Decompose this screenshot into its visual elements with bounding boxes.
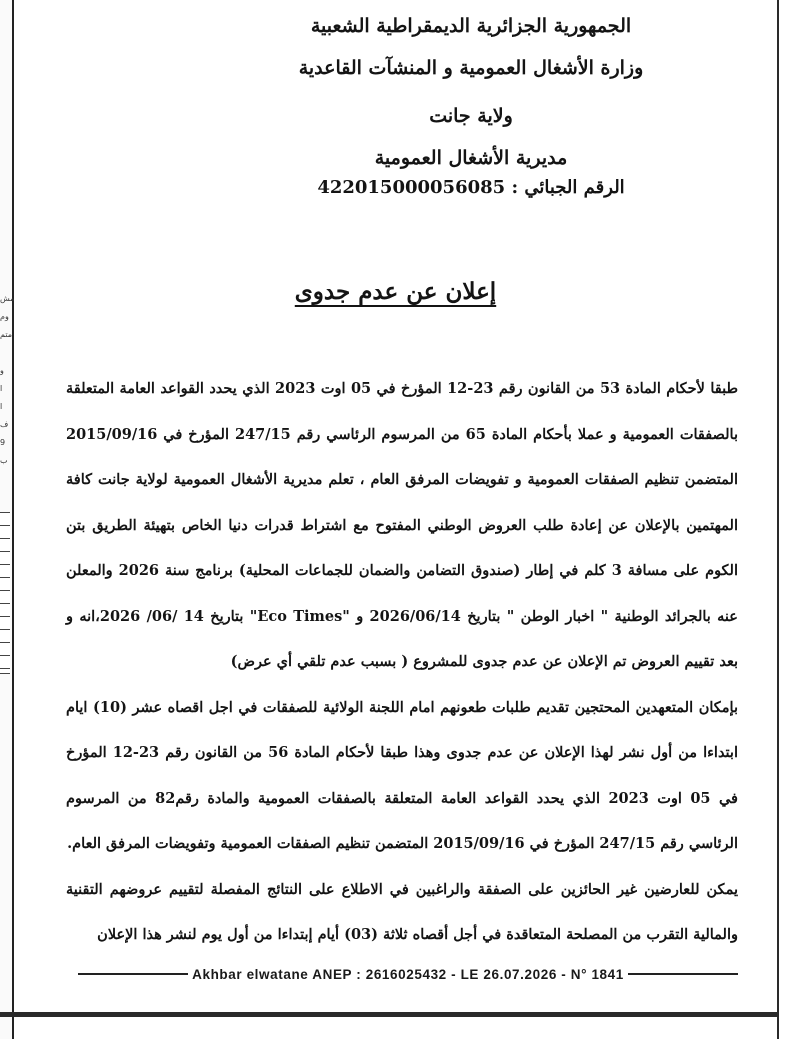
adjacent-column-strip	[0, 0, 14, 1039]
page-edge-rule	[777, 0, 779, 1039]
announcement-header	[191, 12, 751, 202]
paragraph-results-consultation: يمكن للعارضين غير الحائزين على الصفقة والراغبين في الاطلاع على النتائج المفصلة لتقييم عروضهم التقنية والمالية التقرب من المصلحة المتعاقدة في أجل أقصاه ثلاثة (03) أيام إبتداءا من أول يوم لنشر هذا الإعلان	[66, 880, 738, 943]
announcement-title	[0, 278, 791, 305]
publication-footer	[78, 963, 738, 985]
paragraph-appeal-rights: بإمكان المتعهدين المحتجين تقديم طلبات طعونهم امام اللجنة الولائية للصفقات في اجل اقصاه عشر (10) ايام ابتداءا من أول نشر لهذا الإعلان عن عدم جدوى وهذا طبقا لأحكام المادة 56 من القانون رقم 23-12 المؤرخ في 05 اوت 2023 الذي يحدد القواعد العامة المتعلقة بالصفقات العمومية والمادة رقم82 من المرسوم الرئاسي رقم 247/15 المؤرخ في 2015/09/16 المتضمن تنظيم الصفقات العمومية وتفويضات المرفق العام.	[66, 698, 738, 852]
announcement-body	[66, 366, 738, 958]
wilaya-name: ولاية جانت	[429, 105, 513, 127]
republic-name: الجمهورية الجزائرية الديمقراطية الشعبية	[310, 15, 632, 37]
paragraph-infructuous-notice: طبقا لأحكام المادة 53 من القانون رقم 23-12 المؤرخ في 05 اوت 2023 الذي يحدد القواعد العامة المتعلقة بالصفقات العمومية و عملا بأحكام المادة 65 من المرسوم الرئاسي رقم 247/15 المؤرخ في 2015/09/16 المتضمن تنظيم الصفقات العمومية و تفويضات المرفق العام ، تعلم مديرية الأشغال العمومية لولاية جانت كافة المهتمين بالإعلان عن إعادة طلب العروض الوطني المفتوح مع اشتراط قدرات دنيا الخاص بتهيئة الطريق بتن الكوم على مسافة 3 كلم في إطار (صندوق التضامن والضمان للجماعات المحلية) برنامج سنة 2026 والمعلن عنه بالجرائد الوطنية " اخبار الوطن " بتاريخ 2026/06/14 و "Eco Times" بتاريخ 14 /06/ 2026،انه و بعد تقييم العروض تم الإعلان عن عدم جدوى للمشروع ( بسبب عدم تلقي أي عرض)	[66, 380, 739, 670]
announcement-title-text: إعلان عن عدم جدوى	[294, 278, 497, 305]
footer-rule-right	[628, 973, 738, 975]
page-bottom-rule	[0, 1012, 779, 1017]
directorate-name: مديرية الأشغال العمومية	[374, 147, 568, 169]
fiscal-number-line	[191, 174, 751, 202]
footer-rule-left	[78, 973, 188, 975]
fiscal-number-label: الرقم الجبائي :	[511, 177, 625, 198]
fiscal-number-value: 422015000056085	[317, 177, 506, 198]
publication-reference: Akhbar elwatane ANEP : 2616025432 - LE 26.07.2026 - N° 1841	[192, 966, 624, 982]
adjacent-column-fragments: مش وم متم و ا ا ف 9 ب	[0, 294, 15, 465]
ministry-name: وزارة الأشغال العمومية و المنشآت القاعدية	[298, 57, 644, 79]
adjacent-column-table	[0, 512, 10, 674]
